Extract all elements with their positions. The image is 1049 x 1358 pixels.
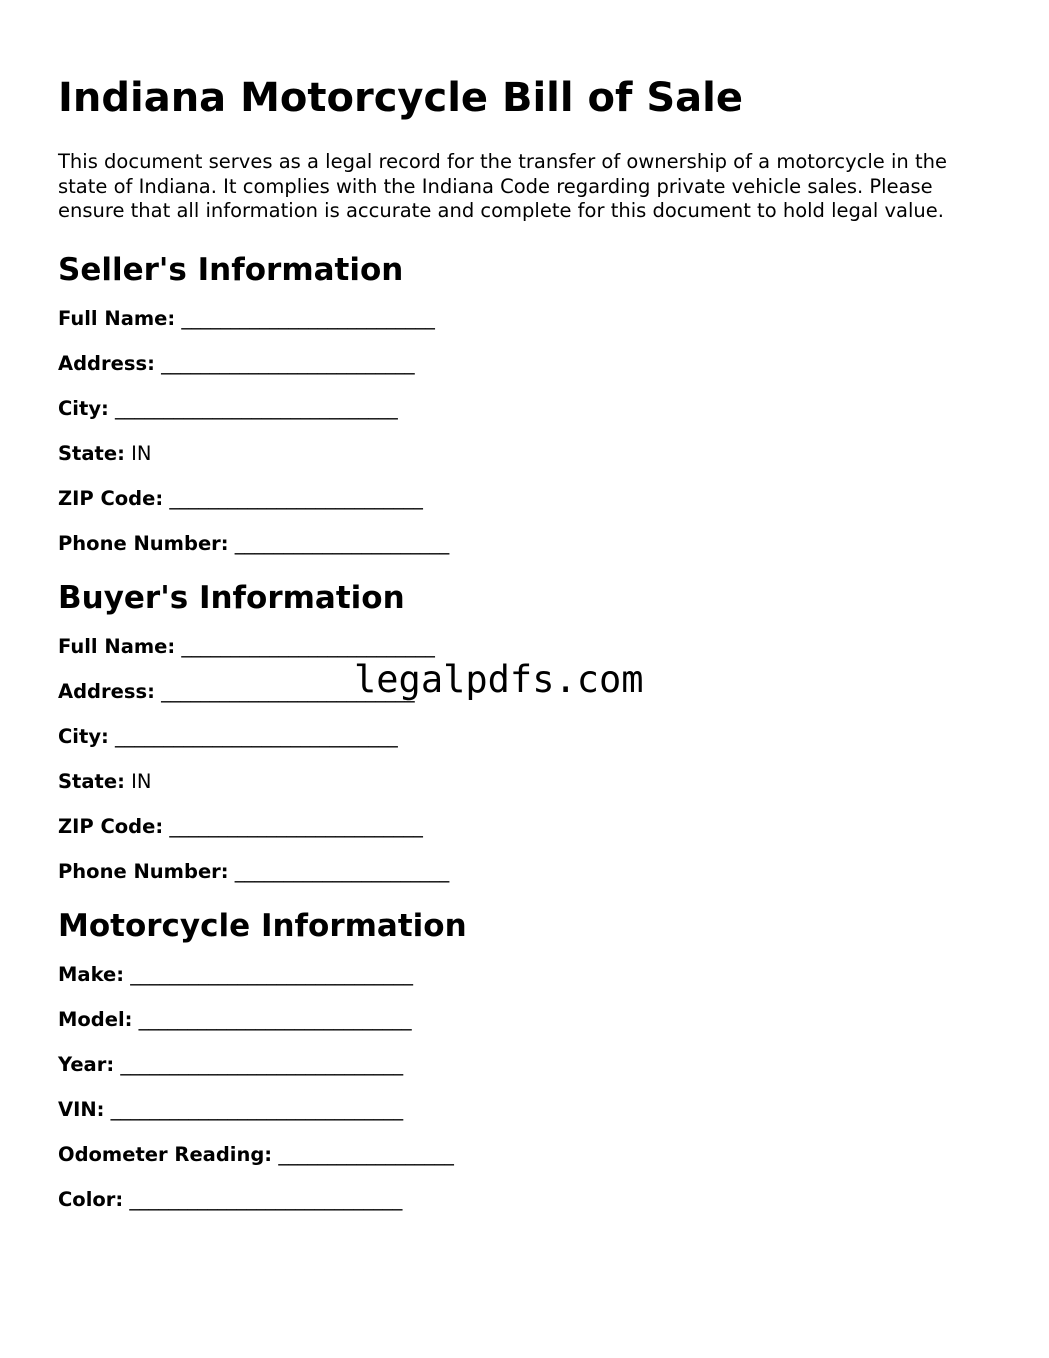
motorcycle-year-blank[interactable]: _____________________________: [120, 1052, 404, 1076]
motorcycle-make-label: Make:: [58, 962, 125, 986]
document-title: Indiana Motorcycle Bill of Sale: [58, 75, 743, 121]
buyer-state-value: IN: [131, 769, 152, 793]
motorcycle-color-label: Color:: [58, 1187, 124, 1211]
motorcycle-year-field[interactable]: [58, 1053, 988, 1077]
seller-address-label: Address:: [58, 351, 155, 375]
motorcycle-color-field[interactable]: [58, 1188, 988, 1212]
seller-zip-blank[interactable]: __________________________: [169, 486, 423, 510]
buyer-state-label: State:: [58, 769, 125, 793]
seller-section-heading: Seller's Information: [58, 251, 404, 288]
seller-state-label: State:: [58, 441, 125, 465]
buyer-full-name-label: Full Name:: [58, 634, 176, 658]
buyer-city-blank[interactable]: _____________________________: [115, 724, 398, 748]
motorcycle-make-field[interactable]: [58, 963, 988, 987]
motorcycle-model-label: Model:: [58, 1007, 133, 1031]
seller-address-field[interactable]: [58, 352, 988, 376]
seller-phone-label: Phone Number:: [58, 531, 229, 555]
seller-full-name-field[interactable]: [58, 307, 988, 331]
buyer-address-label: Address:: [58, 679, 155, 703]
seller-city-field[interactable]: [58, 397, 988, 421]
buyer-state-field: [58, 770, 988, 794]
motorcycle-odometer-blank[interactable]: __________________: [278, 1142, 454, 1166]
buyer-city-label: City:: [58, 724, 109, 748]
seller-zip-label: ZIP Code:: [58, 486, 164, 510]
motorcycle-make-blank[interactable]: _____________________________: [130, 962, 413, 986]
motorcycle-color-blank[interactable]: ____________________________: [129, 1187, 403, 1211]
motorcycle-model-blank[interactable]: ____________________________: [138, 1007, 412, 1031]
buyer-zip-blank[interactable]: __________________________: [169, 814, 423, 838]
seller-phone-blank[interactable]: ______________________: [234, 531, 450, 555]
motorcycle-vin-blank[interactable]: ______________________________: [110, 1097, 404, 1121]
seller-city-label: City:: [58, 396, 109, 420]
buyer-phone-blank[interactable]: ______________________: [234, 859, 450, 883]
motorcycle-odometer-field[interactable]: [58, 1143, 988, 1167]
buyer-section-heading: Buyer's Information: [58, 579, 405, 616]
buyer-phone-field[interactable]: [58, 860, 988, 884]
intro-paragraph: This document serves as a legal record for the transfer of ownership of a motorcycle in the state of Indiana. It complies with the Indiana Code regarding private vehicle sales. Please ensure that all information is accurate and complete for this document to hold legal value.: [58, 150, 947, 222]
seller-city-blank[interactable]: _____________________________: [115, 396, 398, 420]
seller-state-value: IN: [131, 441, 152, 465]
seller-zip-field[interactable]: [58, 487, 988, 511]
seller-full-name-blank[interactable]: __________________________: [181, 306, 435, 330]
seller-state-field: [58, 442, 988, 466]
document-page: [58, 72, 988, 1212]
motorcycle-year-label: Year:: [58, 1052, 115, 1076]
buyer-full-name-blank[interactable]: __________________________: [181, 634, 435, 658]
motorcycle-vin-field[interactable]: [58, 1098, 988, 1122]
motorcycle-model-field[interactable]: [58, 1008, 988, 1032]
buyer-zip-field[interactable]: [58, 815, 988, 839]
buyer-phone-label: Phone Number:: [58, 859, 229, 883]
motorcycle-vin-label: VIN:: [58, 1097, 105, 1121]
buyer-full-name-field[interactable]: [58, 635, 988, 659]
seller-phone-field[interactable]: [58, 532, 988, 556]
buyer-city-field[interactable]: [58, 725, 988, 749]
buyer-zip-label: ZIP Code:: [58, 814, 164, 838]
buyer-address-blank[interactable]: __________________________: [161, 679, 415, 703]
motorcycle-section-heading: Motorcycle Information: [58, 907, 467, 944]
motorcycle-odometer-label: Odometer Reading:: [58, 1142, 273, 1166]
seller-full-name-label: Full Name:: [58, 306, 176, 330]
watermark-text: legalpdfs.com: [354, 658, 644, 701]
seller-address-blank[interactable]: __________________________: [161, 351, 415, 375]
